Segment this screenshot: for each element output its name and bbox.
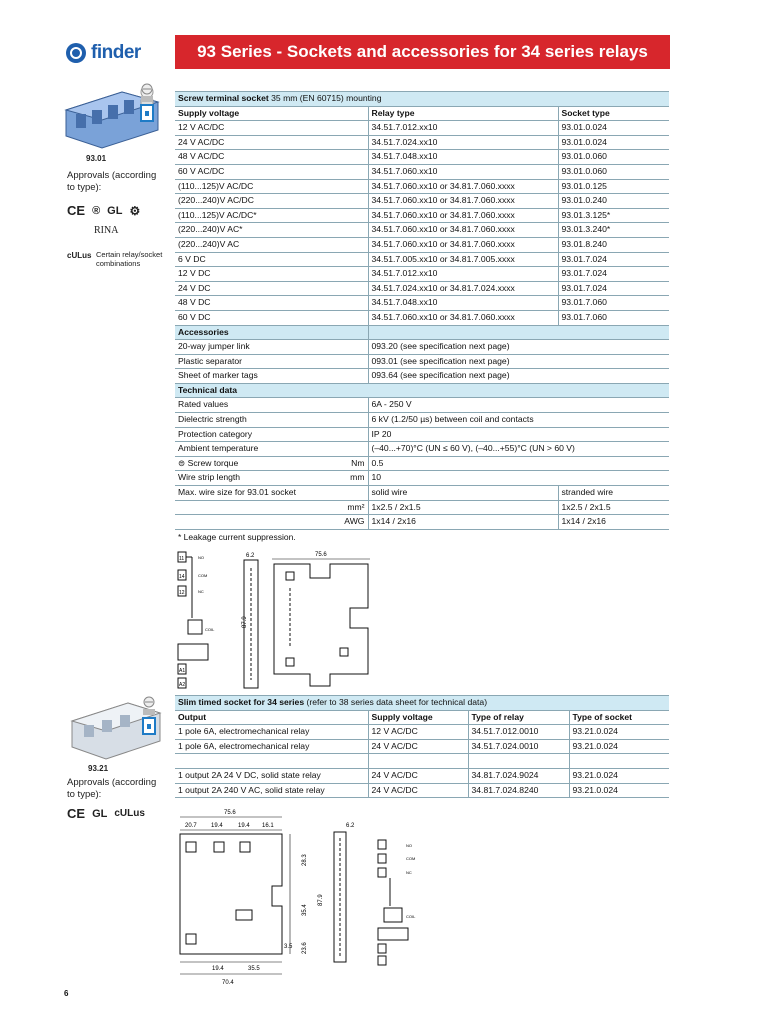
slim-timed-socket-table <box>175 695 669 798</box>
screw-terminal-socket-table <box>175 91 669 530</box>
hdr-row <box>175 696 669 711</box>
table-cell: 93.21.0.024 <box>569 768 669 783</box>
hdr-row <box>175 383 669 398</box>
dim-top: 19.4 <box>238 823 250 829</box>
footnote: * Leakage current suppression. <box>178 532 296 542</box>
table-cell: 93.01.3.240* <box>558 223 669 238</box>
table-cell: Type of relay <box>468 710 569 725</box>
table-cell: 93.21.0.024 <box>569 783 669 798</box>
table-cell: (110...125)V AC/DC* <box>175 208 368 223</box>
table-cell: 24 V AC/DC <box>368 739 468 754</box>
table-row <box>175 369 669 384</box>
table-row <box>175 725 669 740</box>
table-cell: (220...240)V AC <box>175 237 368 252</box>
unit-label: mm <box>350 472 365 483</box>
table-cell: 34.51.7.005.xx10 or 34.81.7.005.xxxx <box>368 252 558 267</box>
ul-logo-icon: cULus <box>114 808 145 819</box>
dim-width: 75.6 <box>315 552 327 558</box>
table-row <box>175 223 669 238</box>
page-title: 93 Series - Sockets and accessories for 34 series relays <box>175 35 670 69</box>
coil-label: COIL <box>205 627 215 632</box>
approval-logos <box>67 806 145 821</box>
table-cell: Dielectric strength <box>175 413 368 428</box>
dim-right: 3.5 <box>284 944 293 950</box>
table-row <box>175 121 669 136</box>
table-cell: 93.01.0.060 <box>558 164 669 179</box>
table-cell: 1x2.5 / 2x1.5 <box>368 500 558 515</box>
wiring-diagram-9321 <box>376 838 420 968</box>
dim-total-height: 87.9 <box>318 894 324 906</box>
table-cell <box>569 754 669 769</box>
table-row <box>175 515 669 530</box>
table-cell: 0.5 <box>368 456 669 471</box>
table-cell: Screw terminal socket 35 mm (EN 60715) mounting <box>175 92 669 107</box>
dim-bottom: 70.4 <box>222 980 234 986</box>
table-cell: 12 V AC/DC <box>368 725 468 740</box>
table-cell: 34.51.7.060.xx10 or 34.81.7.060.xxxx <box>368 179 558 194</box>
table-cell: 12 V AC/DC <box>175 121 368 136</box>
hdr-row <box>175 325 669 340</box>
table-row <box>175 783 669 798</box>
table-cell: 93.01.0.125 <box>558 179 669 194</box>
table-cell <box>468 754 569 769</box>
table-cell: AWG <box>175 515 368 530</box>
table-cell: 34.51.7.060.xx10 or 34.81.7.060.xxxx <box>368 310 558 325</box>
table-cell: 34.51.7.024.xx10 or 34.81.7.024.xxxx <box>368 281 558 296</box>
side-view-9321 <box>326 818 356 968</box>
table-cell: 93.01.0.240 <box>558 194 669 209</box>
dim-bottom: 35.5 <box>248 966 260 972</box>
table-subtitle: 35 mm (EN 60715) mounting <box>268 93 382 103</box>
finder-logo-icon <box>66 43 86 63</box>
table-cell: (220...240)V AC* <box>175 223 368 238</box>
table-row <box>175 486 669 501</box>
dim-top: 19.4 <box>211 823 223 829</box>
table-cell: 1 output 2A 24 V DC, solid state relay <box>175 768 368 783</box>
table-row <box>175 296 669 311</box>
wiring-diagram-9301 <box>176 548 215 690</box>
table-cell: 1 pole 6A, electromechanical relay <box>175 725 368 740</box>
table-cell: 93.01.8.240 <box>558 237 669 252</box>
table-cell: 24 V AC/DC <box>368 768 468 783</box>
table-cell: 93.21.0.024 <box>569 739 669 754</box>
table-row <box>175 500 669 515</box>
table-cell: 10 <box>368 471 669 486</box>
table-cell: 34.51.7.060.xx10 or 34.81.7.060.xxxx <box>368 208 558 223</box>
screw-terminal-icon <box>136 83 158 123</box>
table-cell: IP 20 <box>368 427 669 442</box>
table-cell: 6 V DC <box>175 252 368 267</box>
table-cell: 093.64 (see specification next page) <box>368 369 669 384</box>
table-cell: 093.01 (see specification next page) <box>368 354 669 369</box>
dim-right: 28.3 <box>302 854 308 866</box>
table-row <box>175 281 669 296</box>
side-view-9301 <box>238 548 268 690</box>
table-cell: 34.51.7.048.xx10 <box>368 296 558 311</box>
dim-side: 6.2 <box>346 823 355 829</box>
approvals-label: Approvals (according to type): <box>67 777 157 800</box>
table-cell: 20-way jumper link <box>175 340 368 355</box>
table-row <box>175 413 669 428</box>
table-cell: ⊜ Screw torque Nm <box>175 456 368 471</box>
table-cell: 34.51.7.060.xx10 or 34.81.7.060.xxxx <box>368 223 558 238</box>
dim-top: 16.1 <box>262 823 274 829</box>
table-cell: 6A - 250 V <box>368 398 669 413</box>
table-cell: Socket type <box>558 106 669 121</box>
finder-logo <box>66 40 141 66</box>
table-row <box>175 267 669 282</box>
table-cell: 93.01.7.024 <box>558 267 669 282</box>
table-row <box>175 442 669 457</box>
table-cell: 093.20 (see specification next page) <box>368 340 669 355</box>
table-cell: 1 output 2A 240 V AC, solid state relay <box>175 783 368 798</box>
page-number: 6 <box>64 989 69 998</box>
table-cell: 34.51.7.060.xx10 <box>368 164 558 179</box>
table-cell: 60 V AC/DC <box>175 164 368 179</box>
table-cell: 1 pole 6A, electromechanical relay <box>175 739 368 754</box>
table-cell: 93.01.0.024 <box>558 121 669 136</box>
table-cell: 34.51.7.060.xx10 or 34.81.7.060.xxxx <box>368 194 558 209</box>
front-view-9301 <box>270 548 375 690</box>
table-row <box>175 237 669 252</box>
table-row <box>175 471 669 486</box>
terminal-label: 14 <box>179 574 185 580</box>
table-row <box>175 164 669 179</box>
table-row <box>175 456 669 471</box>
table-row <box>175 427 669 442</box>
table-row <box>175 208 669 223</box>
dim-side: 6.2 <box>246 553 255 559</box>
product-caption-9301: 93.01 <box>86 154 107 163</box>
table-cell: 34.81.7.024.8240 <box>468 783 569 798</box>
no-label: NO <box>406 843 412 848</box>
nc-label: NC <box>198 589 204 594</box>
terminal-label: 12 <box>179 590 185 596</box>
table-cell: 1x14 / 2x16 <box>368 515 558 530</box>
table-cell <box>368 325 669 340</box>
coil-label: COIL <box>406 914 416 919</box>
logo-text: finder <box>91 42 141 63</box>
front-view-9321 <box>176 806 326 988</box>
table-cell: 24 V AC/DC <box>175 135 368 150</box>
table-cell: 24 V AC/DC <box>368 783 468 798</box>
table-cell: solid wire <box>368 486 558 501</box>
product-caption-9321: 93.21 <box>88 764 109 773</box>
table-cell: Plastic separator <box>175 354 368 369</box>
gl-mark-icon: GL <box>92 807 108 820</box>
com-label: COM <box>198 573 208 578</box>
hdr-row <box>175 92 669 107</box>
table-cell <box>175 754 368 769</box>
table-cell <box>368 754 468 769</box>
table-cell: Supply voltage <box>175 106 368 121</box>
table-cell: Protection category <box>175 427 368 442</box>
table-cell: mm² <box>175 500 368 515</box>
no-label: NO <box>198 555 204 560</box>
table-cell: Technical data <box>175 383 669 398</box>
table-cell: Relay type <box>368 106 558 121</box>
unit-label: Nm <box>351 457 365 468</box>
ul-logo-icon: cULus <box>67 251 92 260</box>
certification-icon: ⚙ <box>129 203 141 218</box>
table-cell: 24 V DC <box>175 281 368 296</box>
table-cell: 1x2.5 / 2x1.5 <box>558 500 669 515</box>
table-cell: 93.01.0.060 <box>558 150 669 165</box>
table-cell: 93.01.7.060 <box>558 296 669 311</box>
table-row <box>175 194 669 209</box>
table-row <box>175 135 669 150</box>
table-cell: 34.51.7.048.xx10 <box>368 150 558 165</box>
dim-height: 87.9 <box>242 616 248 628</box>
table-cell: 48 V DC <box>175 296 368 311</box>
table-cell: 93.01.3.125* <box>558 208 669 223</box>
table-cell: 6 kV (1.2/50 µs) between coil and contacts <box>368 413 669 428</box>
table-cell: (110...125)V AC/DC <box>175 179 368 194</box>
rina-mark: RINA <box>94 225 119 236</box>
table-row <box>175 398 669 413</box>
ce-mark-icon: CE <box>67 203 86 218</box>
dim-right: 35.4 <box>302 904 308 916</box>
screw-terminal-icon <box>138 696 160 736</box>
colhdr-row <box>175 710 669 725</box>
table-cell: 34.51.7.024.xx10 <box>368 135 558 150</box>
table-cell: 34.51.7.024.0010 <box>468 739 569 754</box>
table-cell: 48 V AC/DC <box>175 150 368 165</box>
table-row <box>175 252 669 267</box>
table-row <box>175 310 669 325</box>
table-cell: 60 V DC <box>175 310 368 325</box>
table-cell: Rated values <box>175 398 368 413</box>
terminal-label: A1 <box>179 668 186 674</box>
approvals-label: Approvals (according to type): <box>67 170 157 193</box>
dim-top: 75.6 <box>224 810 236 816</box>
table-cell: Max. wire size for 93.01 socket <box>175 486 368 501</box>
dim-bottom: 19.4 <box>212 966 224 972</box>
gl-mark-icon: GL <box>107 204 123 217</box>
dim-right: 23.6 <box>302 942 308 954</box>
table-cell: 1x14 / 2x16 <box>558 515 669 530</box>
ul-note: Certain relay/socket combinations <box>96 250 163 268</box>
table-cell: Sheet of marker tags <box>175 369 368 384</box>
table-cell: 34.51.7.012.xx10 <box>368 121 558 136</box>
table-row <box>175 179 669 194</box>
com-label: COM <box>406 856 416 861</box>
table-row <box>175 150 669 165</box>
table-cell: 34.51.7.060.xx10 or 34.81.7.060.xxxx <box>368 237 558 252</box>
screw-icon: ⊜ <box>178 457 188 468</box>
table-cell: (220...240)V AC/DC <box>175 194 368 209</box>
table-cell: Type of socket <box>569 710 669 725</box>
table-cell: 93.01.0.024 <box>558 135 669 150</box>
table-cell: Output <box>175 710 368 725</box>
table-cell: Supply voltage <box>368 710 468 725</box>
table-row <box>175 340 669 355</box>
approval-logos <box>67 203 140 218</box>
registered-mark-icon: ® <box>92 204 101 217</box>
table-cell: 12 V DC <box>175 267 368 282</box>
table-cell: (–40...+70)°C (UN ≤ 60 V), (–40...+55)°C (UN > 60 V) <box>368 442 669 457</box>
table-cell: 34.81.7.024.9024 <box>468 768 569 783</box>
table-cell: stranded wire <box>558 486 669 501</box>
table-row <box>175 739 669 754</box>
terminal-label: 11 <box>179 556 185 562</box>
table-row <box>175 354 669 369</box>
table-cell: 34.51.7.012.xx10 <box>368 267 558 282</box>
table-cell: Slim timed socket for 34 series (refer to 38 series data sheet for technical data) <box>175 696 669 711</box>
table-subtitle: (refer to 38 series data sheet for technical data) <box>304 697 488 707</box>
table-cell: 93.01.7.024 <box>558 281 669 296</box>
table-cell: 93.01.7.060 <box>558 310 669 325</box>
nc-label: NC <box>406 870 412 875</box>
colhdr-row <box>175 106 669 121</box>
table-row <box>175 754 669 769</box>
terminal-label: A2 <box>179 682 186 688</box>
dim-top: 20.7 <box>185 823 197 829</box>
table-row <box>175 768 669 783</box>
table-cell: Ambient temperature <box>175 442 368 457</box>
table-cell: Accessories <box>175 325 368 340</box>
table-cell: 93.21.0.024 <box>569 725 669 740</box>
table-cell: 93.01.7.024 <box>558 252 669 267</box>
table-cell: 34.51.7.012.0010 <box>468 725 569 740</box>
table-cell: Wire strip length mm <box>175 471 368 486</box>
ce-mark-icon: CE <box>67 806 86 821</box>
